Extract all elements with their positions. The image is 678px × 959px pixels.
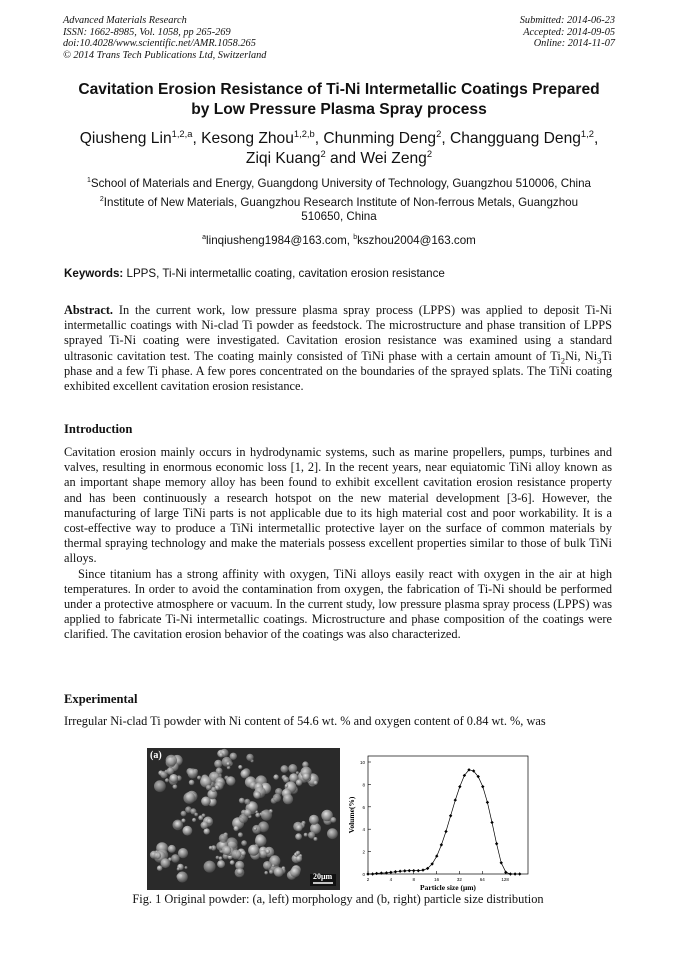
powder-particle bbox=[226, 762, 230, 766]
data-point bbox=[435, 854, 438, 857]
powder-particle bbox=[177, 872, 188, 883]
title-line-1: Cavitation Erosion Resistance of Ti-Ni Intermetallic Coatings Prepared bbox=[78, 81, 600, 98]
x-tick-label: 16 bbox=[434, 877, 440, 882]
abstract-text: Ni, Ni bbox=[565, 348, 598, 363]
powder-particle bbox=[273, 774, 278, 779]
powder-particle bbox=[295, 833, 302, 840]
data-point bbox=[412, 869, 415, 872]
powder-particle bbox=[174, 821, 182, 829]
author-sup: 2 bbox=[320, 148, 326, 159]
powder-particle bbox=[244, 809, 252, 817]
powder-particle bbox=[296, 824, 303, 831]
data-point bbox=[513, 872, 516, 875]
powder-particle bbox=[239, 798, 245, 804]
powder-particle bbox=[241, 851, 246, 856]
abstract bbox=[64, 303, 612, 394]
powder-particle bbox=[201, 821, 209, 829]
sem-micrograph-image bbox=[147, 748, 340, 890]
powder-particle bbox=[189, 780, 195, 786]
author-name: Qiusheng Lin bbox=[79, 130, 172, 147]
data-point bbox=[403, 869, 406, 872]
powder-particle bbox=[327, 828, 338, 839]
powder-particle bbox=[219, 834, 228, 843]
powder-particle bbox=[230, 753, 237, 760]
data-point bbox=[481, 785, 484, 788]
author-name: Ziqi Kuang bbox=[245, 150, 321, 167]
x-axis-label: Particle size (μm) bbox=[420, 883, 476, 892]
affiliation-text: School of Materials and Energy, Guangdong University of Technology, Guangzhou 510006, China bbox=[90, 177, 591, 190]
author-sup: 2 bbox=[426, 148, 433, 159]
powder-particle bbox=[217, 860, 225, 868]
accepted-date: Accepted: 2014-09-05 bbox=[523, 26, 615, 38]
author-sup: 2 bbox=[436, 128, 442, 139]
powder-particle bbox=[238, 832, 243, 837]
data-point bbox=[398, 870, 401, 873]
powder-particle bbox=[304, 833, 308, 837]
powder-particle bbox=[281, 765, 289, 773]
affiliation-sup: 2 bbox=[99, 196, 104, 204]
powder-particle bbox=[194, 813, 198, 817]
running-header-left bbox=[63, 15, 266, 61]
powder-particle bbox=[219, 856, 223, 860]
powder-particle bbox=[269, 870, 273, 874]
doi: doi:10.4028/www.scientific.net/AMR.1058.265 bbox=[63, 38, 256, 50]
data-point bbox=[518, 872, 521, 875]
powder-particle bbox=[274, 867, 284, 877]
powder-particle bbox=[166, 755, 177, 766]
introduction-body bbox=[64, 445, 612, 643]
author-name: Wei Zeng bbox=[360, 150, 427, 167]
plot-frame bbox=[368, 756, 528, 874]
submitted-date: Submitted: 2014-06-23 bbox=[519, 15, 615, 26]
powder-particle bbox=[214, 760, 222, 768]
author-sep: , bbox=[593, 130, 599, 147]
data-point bbox=[444, 830, 447, 833]
powder-particle bbox=[296, 851, 301, 856]
data-point bbox=[417, 869, 420, 872]
panel-a-label: (a) bbox=[150, 750, 162, 761]
affiliation-1 bbox=[40, 177, 638, 191]
paper-title bbox=[40, 80, 638, 120]
data-point bbox=[449, 814, 452, 817]
author-sep: , bbox=[314, 130, 324, 147]
powder-particle bbox=[219, 753, 224, 758]
author-list bbox=[40, 129, 638, 169]
paragraph: Cavitation erosion mainly occurs in hydrodynamic systems, such as marine propellers, pumps, turbines and valves, resulting in enormous economic loss [1, 2]. In the recent years, near equiatomic TiNi alloy known as an important shape memory alloy has been found to exhibit excellent cavitation erosion resistance property and has been continuously a research hotspot on the new material development [3-6]. However, the manufacturing of large TiNi parts is not applicable due to its high material cost and poor workability. It is a cost-effective way to produce a TiNi intermetallic protective layer on the surface of common materials by thermal spraying technology and make the materials possess excellent properties similar to those of bulk TiNi alloys. bbox=[64, 445, 612, 566]
author-sup: 1,2,b bbox=[293, 128, 315, 139]
data-point bbox=[408, 869, 411, 872]
powder-particle bbox=[288, 764, 297, 773]
data-point bbox=[504, 871, 507, 874]
powder-particle bbox=[192, 818, 196, 822]
powder-particle bbox=[230, 860, 235, 865]
x-tick-label: 64 bbox=[479, 877, 485, 882]
affiliation-text: Institute of New Materials, Guangzhou Research Institute of Non-ferrous Metals, Guangzhou bbox=[103, 196, 579, 209]
sem-micrograph-panel bbox=[147, 748, 340, 890]
powder-particle bbox=[283, 777, 289, 783]
powder-particle bbox=[272, 864, 275, 867]
powder-particle bbox=[296, 771, 299, 774]
powder-particle bbox=[248, 845, 259, 856]
powder-particle bbox=[171, 854, 180, 863]
y-tick-label: 6 bbox=[362, 804, 365, 810]
x-tick-label: 2 bbox=[366, 877, 370, 882]
data-point bbox=[495, 842, 498, 845]
powder-particle bbox=[167, 767, 174, 774]
powder-particle bbox=[244, 799, 250, 805]
powder-particle bbox=[178, 848, 188, 858]
chart-svg bbox=[345, 748, 535, 893]
powder-particle bbox=[263, 861, 272, 870]
powder-particle bbox=[254, 791, 261, 798]
scale-bar-label: 20μm bbox=[313, 872, 333, 881]
data-point bbox=[375, 872, 378, 875]
powder-particle bbox=[222, 846, 232, 856]
series-line bbox=[368, 770, 520, 874]
powder-particle bbox=[313, 781, 317, 785]
powder-particle bbox=[290, 867, 300, 877]
y-tick-label: 0 bbox=[362, 872, 365, 877]
data-point bbox=[394, 870, 397, 873]
powder-particle bbox=[202, 814, 206, 818]
online-date: Online: 2014-11-07 bbox=[533, 38, 615, 50]
author-name: Chunming Deng bbox=[323, 130, 437, 147]
y-axis-label: Volume(%) bbox=[347, 796, 356, 834]
powder-particle bbox=[185, 866, 188, 869]
powder-particle bbox=[273, 794, 281, 802]
powder-particle bbox=[211, 787, 216, 792]
email-sup: b bbox=[353, 234, 358, 242]
affiliation-sup: 1 bbox=[86, 177, 91, 185]
powder-particle bbox=[283, 794, 293, 804]
powder-particle bbox=[188, 768, 198, 778]
y-tick-label: 8 bbox=[362, 782, 365, 788]
email-b[interactable]: kszhou2004@163.com bbox=[357, 234, 476, 247]
author-sep: and bbox=[325, 150, 361, 167]
powder-particle bbox=[314, 837, 318, 841]
powder-particle bbox=[183, 826, 193, 836]
powder-particle bbox=[234, 826, 239, 831]
data-point bbox=[486, 801, 489, 804]
powder-particle bbox=[285, 784, 289, 788]
powder-particle bbox=[183, 792, 195, 804]
powder-particle bbox=[206, 785, 212, 791]
affiliation-2 bbox=[40, 196, 638, 224]
keywords bbox=[64, 267, 445, 280]
author-sep: , bbox=[441, 130, 450, 147]
powder-particle bbox=[240, 769, 249, 778]
keywords-label: Keywords: bbox=[64, 267, 124, 280]
subscript: 3 bbox=[597, 355, 602, 366]
abstract-label: Abstract. bbox=[64, 303, 114, 317]
author-emails bbox=[40, 234, 638, 248]
powder-particle bbox=[265, 849, 270, 854]
author-sup: 1,2 bbox=[580, 128, 594, 139]
x-tick-label: 32 bbox=[456, 877, 462, 882]
powder-particle bbox=[177, 868, 180, 871]
data-point bbox=[490, 821, 493, 824]
figure-caption: Fig. 1 Original powder: (a, left) morphology and (b, right) particle size distribution bbox=[132, 892, 544, 906]
data-point bbox=[458, 785, 461, 788]
powder-particle bbox=[209, 846, 213, 850]
email-a[interactable]: linqiusheng1984@163.com bbox=[206, 234, 347, 247]
particle-size-chart bbox=[345, 748, 535, 893]
data-point bbox=[500, 861, 503, 864]
powder-particle bbox=[181, 811, 187, 817]
email-sep: , bbox=[346, 234, 354, 247]
powder-particle bbox=[264, 871, 268, 875]
powder-particle bbox=[241, 840, 247, 846]
author-sup: 1,2,a bbox=[171, 128, 193, 139]
y-tick-label: 4 bbox=[362, 827, 365, 833]
author-name: Changguang Deng bbox=[449, 130, 581, 147]
powder-particle bbox=[204, 861, 216, 873]
powder-particle bbox=[246, 754, 253, 761]
email-sup: a bbox=[202, 234, 207, 242]
powder-particle bbox=[157, 865, 163, 871]
x-tick-label: 8 bbox=[412, 877, 415, 882]
author-name: Kesong Zhou bbox=[201, 130, 294, 147]
journal-name: Advanced Materials Research bbox=[63, 15, 187, 26]
x-tick-label: 4 bbox=[389, 877, 393, 882]
data-point bbox=[454, 798, 457, 801]
powder-particle bbox=[154, 780, 166, 792]
powder-particle bbox=[255, 835, 267, 847]
data-point bbox=[421, 868, 424, 871]
issn: ISSN: 1662-8985, Vol. 1058, pp 265-269 bbox=[63, 26, 231, 38]
powder-particle bbox=[154, 852, 161, 859]
data-point bbox=[440, 843, 443, 846]
data-point bbox=[389, 871, 392, 874]
powder-particle bbox=[216, 856, 220, 860]
powder-particle bbox=[302, 773, 310, 781]
y-tick-label: 10 bbox=[359, 760, 365, 765]
powder-particle bbox=[181, 819, 185, 823]
abstract-text: In the current work, low pressure plasma spray process (LPPS) was applied to deposit Ti-Ni intermetallic coatings with Ni-clad Ti powder as feedstock. The microstructure and phase transition of LPPS sprayed Ti-Ni coating were investigated. Cavitation erosion resistance was examined using a standard ultrasonic cavitation test. The coating mainly consisted of TiNi phase with a certain amount of Ti bbox=[64, 303, 612, 363]
title-line-2: by Low Pressure Plasma Spray process bbox=[191, 101, 487, 118]
powder-particle bbox=[197, 776, 201, 780]
powder-particle bbox=[237, 868, 244, 875]
powder-particle bbox=[168, 845, 176, 853]
powder-particle bbox=[238, 765, 242, 769]
powder-particle bbox=[309, 815, 319, 825]
affiliation-text: 510650, China bbox=[301, 210, 377, 223]
powder-particle bbox=[254, 827, 257, 830]
data-point bbox=[371, 872, 374, 875]
paragraph: Since titanium has a strong affinity with oxygen, TiNi alloys easily react with oxygen in the air at high temperatures. In order to avoid the contamination from oxygen, the fabrication of Ti-Ni should be performed under a protective atmosphere or vacuum. In the current study, low pressure plasma spray process (LPPS) was applied to fabricate Ti-Ni intermetallic coatings. Microstructure and phase composition of the coatings were clarified. The cavitation erosion behavior of the coatings was also characterized. bbox=[64, 566, 612, 642]
powder-particle bbox=[296, 779, 303, 786]
subscript: 2 bbox=[560, 355, 566, 366]
data-point bbox=[366, 872, 369, 875]
section-heading-experimental: Experimental bbox=[64, 692, 138, 706]
x-tick-label: 128 bbox=[501, 877, 509, 882]
section-heading-introduction: Introduction bbox=[64, 422, 133, 436]
data-point bbox=[509, 872, 512, 875]
powder-particle bbox=[261, 810, 272, 821]
abstract-text: Ti phase and a few Ti phase. A few pores concentrated on the boundaries of the sprayed splats. The TiNi coating exhibited excellent cavitation erosion resistance. bbox=[64, 348, 612, 394]
keywords-text: LPPS, Ti-Ni intermetallic coating, cavitation erosion resistance bbox=[123, 267, 445, 280]
powder-particle bbox=[169, 774, 178, 783]
powder-particle bbox=[201, 797, 211, 807]
running-header-right bbox=[520, 15, 615, 50]
copyright: © 2014 Trans Tech Publications Ltd, Switzerland bbox=[63, 49, 267, 61]
powder-particle bbox=[226, 776, 235, 785]
powder-particle bbox=[165, 778, 169, 782]
powder-particle bbox=[331, 817, 337, 823]
powder-particle bbox=[255, 813, 260, 818]
author-sep: , bbox=[192, 130, 202, 147]
y-tick-label: 2 bbox=[362, 849, 365, 855]
powder-particle bbox=[231, 850, 241, 860]
experimental-body: Irregular Ni-clad Ti powder with Ni content of 54.6 wt. % and oxygen content of 0.84 wt. %, was bbox=[64, 714, 546, 728]
